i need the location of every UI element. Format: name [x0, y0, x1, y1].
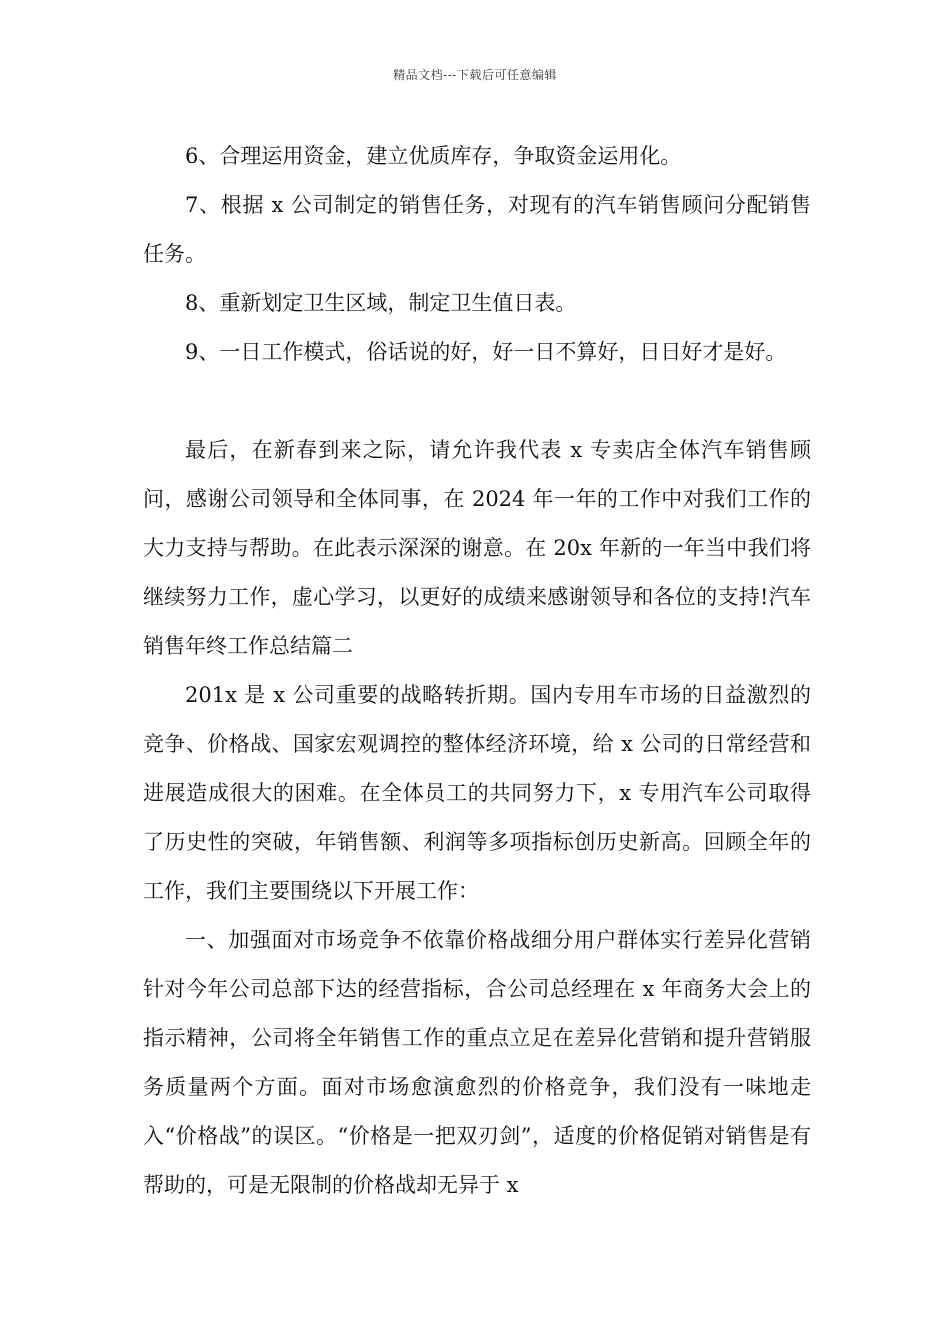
list-item-6: 6、合理运用资金，建立优质库存，争取资金运用化。 [185, 144, 682, 168]
list-item-7: 7、根据 x 公司制定的销售任务，对现有的汽车销售顾问分配销售任务。 [143, 193, 811, 266]
section-one-paragraph: 一、加强面对市场竞争不依靠价格战细分用户群体实行差异化营销针对今年公司总部下达的经营指标，合公司总经理在 x 年商务大会上的指示精神，公司将全年销售工作的重点立足在差异化营销和提升营销服务质量两个方面。面对市场愈演愈烈的价格竞争，我们没有一味地走入“价格战”的误区。“价格是一把双刃剑”，适度的价格促销对销售是有帮助的，可是无限制的价格战却无异于 x [143, 928, 811, 1197]
list-item-8: 8、重新划定卫生区域，制定卫生值日表。 [185, 291, 577, 315]
summary-paragraph: 201x 是 x 公司重要的战略转折期。国内专用车市场的日益激烈的竞争、价格战、国家宏观调控的整体经济环境，给 x 公司的日常经营和进展造成很大的困难。在全体员工的共同努力下，x 专用汽车公司取得了历史性的突破，年销售额、利润等多项指标创历史新高。回顾全年的工作，我们主要围绕以下开展工作： [143, 683, 811, 903]
paragraph-gap [143, 377, 811, 426]
page-header: 精品文档---下载后可任意编辑 [393, 68, 557, 82]
list-item-9: 9、一日工作模式，俗话说的好，好一日不算好，日日好才是好。 [185, 340, 787, 364]
closing-paragraph: 最后，在新春到来之际，请允许我代表 x 专卖店全体汽车销售顾问，感谢公司领导和全体同事，在 2024 年一年的工作中对我们工作的大力支持与帮助。在此表示深深的谢意。在 20x 年新的一年当中我们将继续努力工作，虚心学习，以更好的成绩来感谢领导和各位的支持!汽车销售年终工作总结篇二 [143, 438, 811, 658]
document-body [143, 132, 811, 1210]
